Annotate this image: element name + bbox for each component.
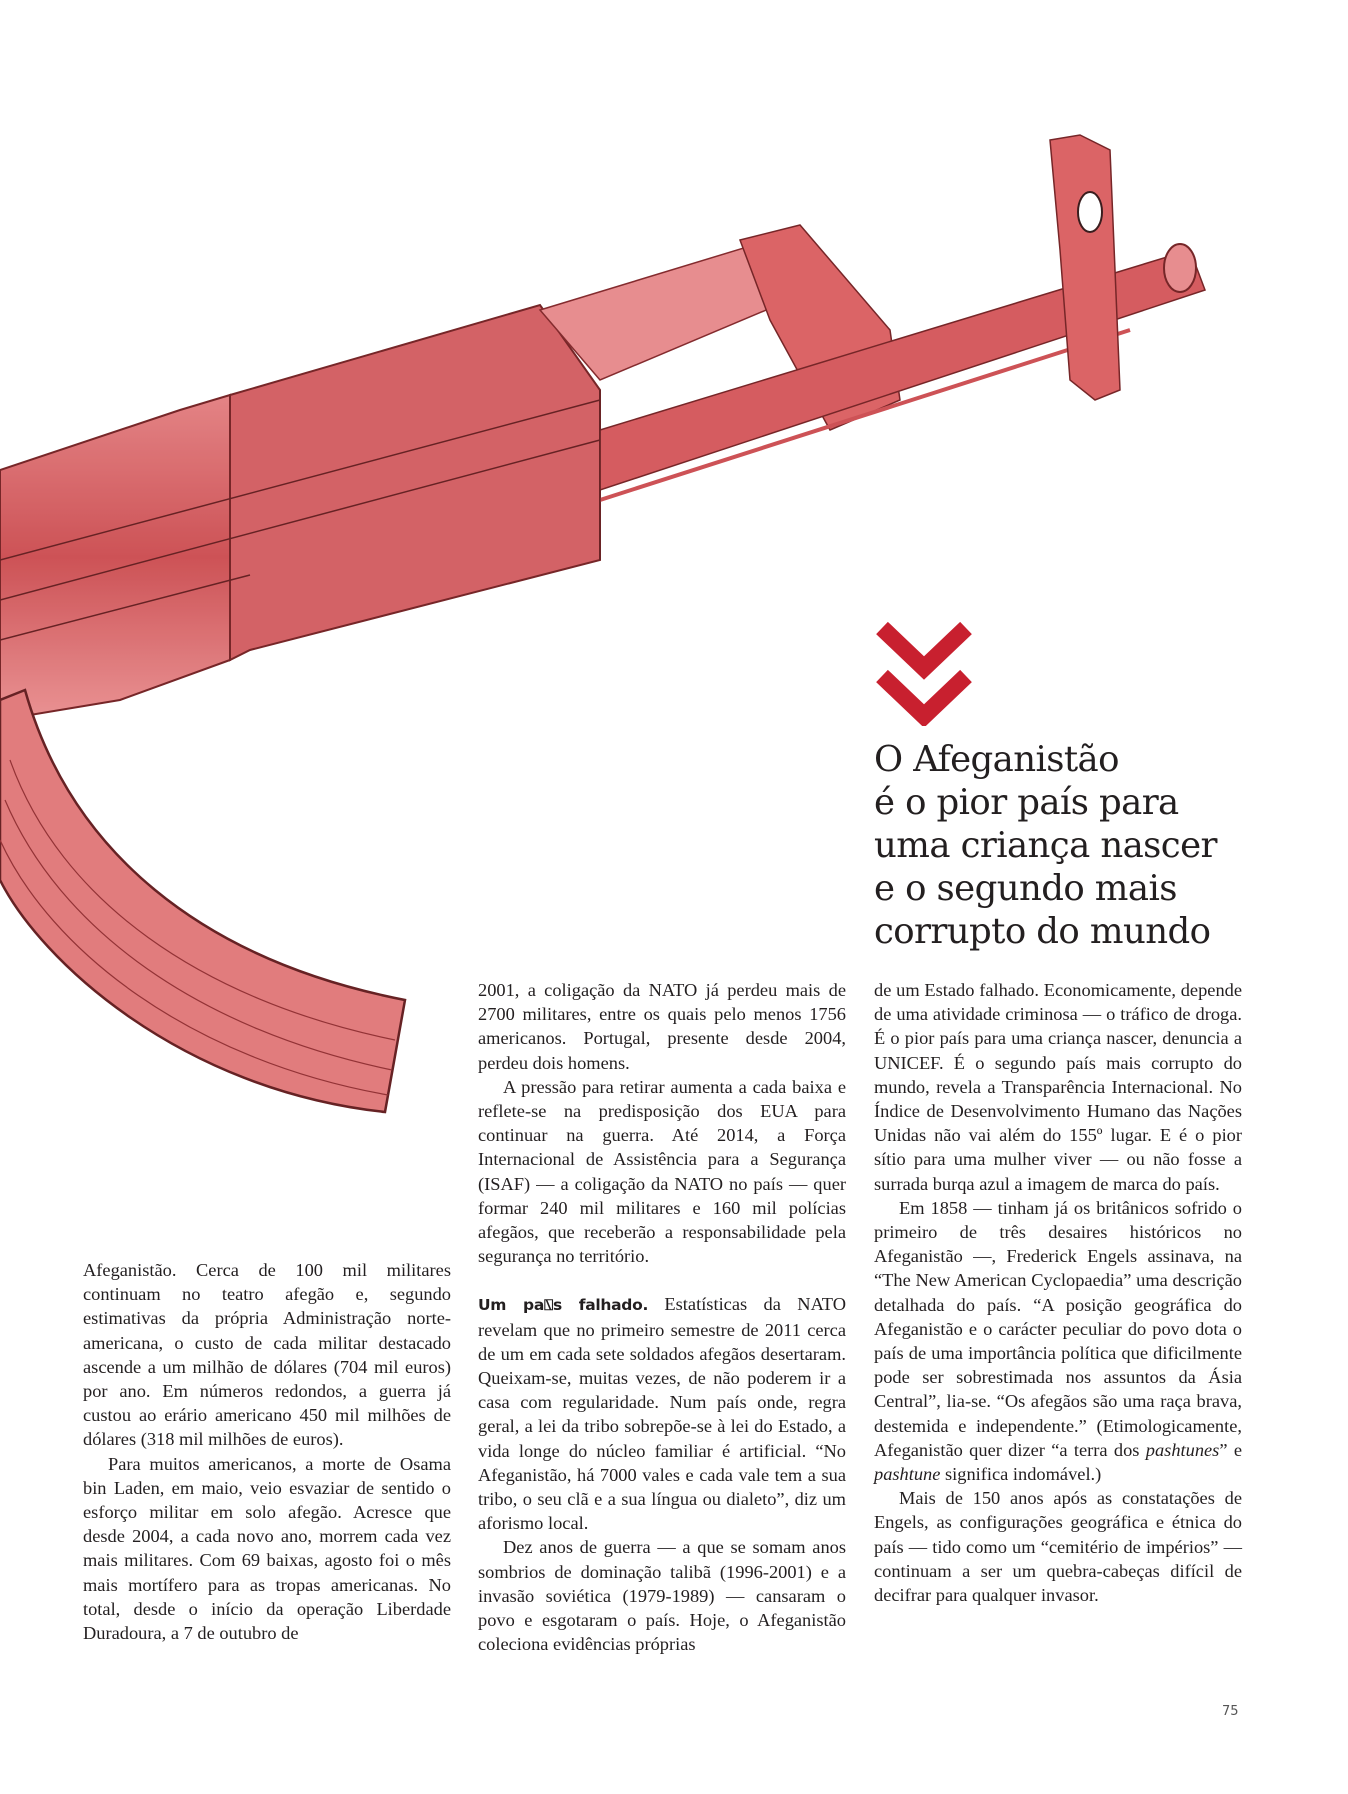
paragraph: Dez anos de guerra — a que se somam anos sombrios de dominação talibã (1996-2001) e a invasão soviética (1979-1989) — cansaram o povo e esgotaram o país. Hoje, o Afeganistão coleciona evidências próprias — [478, 1537, 846, 1655]
rifle-front-sight — [1050, 135, 1120, 400]
article-column-1 — [83, 1258, 451, 1645]
article-column-2 — [478, 978, 846, 1656]
italic-term: pashtune — [874, 1464, 941, 1485]
rifle-receiver — [0, 395, 230, 720]
paragraph-text: Em 1858 — tinham já os britânicos sofrido o primeiro de três desaires históricos no Afeganistão —, Frederick Engels assinava, na “The New American Cyclopaedia” uma descrição detalhada do país. “A posição geográfica do Afeganistão e o carácter peculiar do povo dota o país de uma importância política que dificilmente pode ser sobrestimada nos assuntos da Ásia Central”, lia-se. “Os afegãos são uma raça brava, destemida e independente.” (Etimologicamente, Afeganistão quer dizer “a terra dos — [874, 1197, 1242, 1460]
rifle-magazine — [0, 690, 405, 1112]
paragraph: de um Estado falhado. Economicamente, depende de uma atividade criminosa — o tráfico de droga. É o pior país para uma criança nascer, denuncia a UNICEF. É o segundo país mais corrupto do mundo, revela a Transparência Internacional. No Índice de Desenvolvimento Humano das Nações Unidas não vai além do 155º lugar. E é o pior sítio para uma mulher viver — ou não fosse a surrada burqa azul a imagem de marca do país. — [874, 980, 1242, 1194]
rifle-body — [0, 135, 1205, 1112]
rifle-handguard — [230, 305, 600, 660]
rifle-muzzle — [1164, 244, 1196, 292]
paragraph: Afeganistão. Cerca de 100 mil militares continuam no teatro afegão e, segundo estimativas da própria Administração norte-americana, o custo de cada militar destacado ascende a um milhão de dólares (704 mil euros) por ano. Em números redondos, a guerra já custou ao erário americano 450 mil milhões de dólares (318 mil milhões de euros). — [83, 1260, 451, 1450]
paragraph-text: ” e — [1219, 1439, 1242, 1460]
paragraph: 2001, a coligação da NATO já perdeu mais de 2700 militares, entre os quais pelo menos 1756 americanos. Portugal, presente desde 2004, perdeu dois homens. — [478, 980, 846, 1073]
paragraph: Para muitos americanos, a morte de Osama bin Laden, em maio, veio esvaziar de sentido o esforço militar em solo afegão. Acresce que desde 2004, a cada novo ano, morrem cada vez mais militares. Com 69 baixas, agosto foi o mês mais mortífero para as tropas americanas. No total, desde o início da operação Liberdade Duradoura, a 7 de outubro de — [83, 1453, 451, 1644]
article-column-3 — [874, 978, 1242, 1607]
paragraph-text: Estatísticas da NATO revelam que no primeiro semestre de 2011 cerca de um em cada sete soldados afegãos desertaram. Queixam-se, muitas vezes, de não poderem ir a casa com regularidade. Num país onde, regra geral, a lei da tribo sobrepõe-se à lei do Estado, a vida longe do núcleo familiar é artificial. “No Afeganistão, há 7000 vales e cada vale tem a sua tribo, o seu clã e a sua língua ou dialeto”, diz um aforismo local. — [478, 1294, 846, 1534]
paragraph — [874, 1196, 1242, 1486]
paragraph: Mais de 150 anos após as constatações de Engels, as configurações geográfica e étnica do país — tido como um “cemitério de impérios” — continuam a ser um quebra-cabeças difícil de decifrar para qualquer invasor. — [874, 1488, 1242, 1606]
paragraph-text: significa indomável.) — [940, 1464, 1102, 1485]
section-lead-in: Um pa⍂s falhado. — [478, 1296, 649, 1315]
pull-quote-line: uma criança nascer — [874, 825, 1217, 866]
pull-quote-line: O Afeganistão — [874, 739, 1119, 780]
italic-term: pashtunes — [1145, 1439, 1220, 1460]
pull-quote-line: e o segundo mais — [874, 868, 1177, 909]
paragraph: A pressão para retirar aumenta a cada baixa e reflete-se na predisposição dos EUA para continuar na guerra. Até 2014, a Força Internacional de Assistência para a Segurança (ISAF) — a coligação da NATO no país — quer formar 240 mil militares e 160 mil polícias afegãos, que receberão a responsabilidade pela segurança no território. — [478, 1076, 846, 1267]
pull-quote-line: corrupto do mundo — [874, 911, 1211, 952]
pull-quote — [874, 738, 1314, 953]
paragraph — [478, 1292, 846, 1535]
rifle-sight-hole — [1078, 192, 1102, 232]
double-chevron-down-icon — [874, 616, 974, 726]
page-number: 75 — [1222, 1704, 1239, 1719]
pull-quote-line: é o pior país para — [874, 782, 1179, 823]
